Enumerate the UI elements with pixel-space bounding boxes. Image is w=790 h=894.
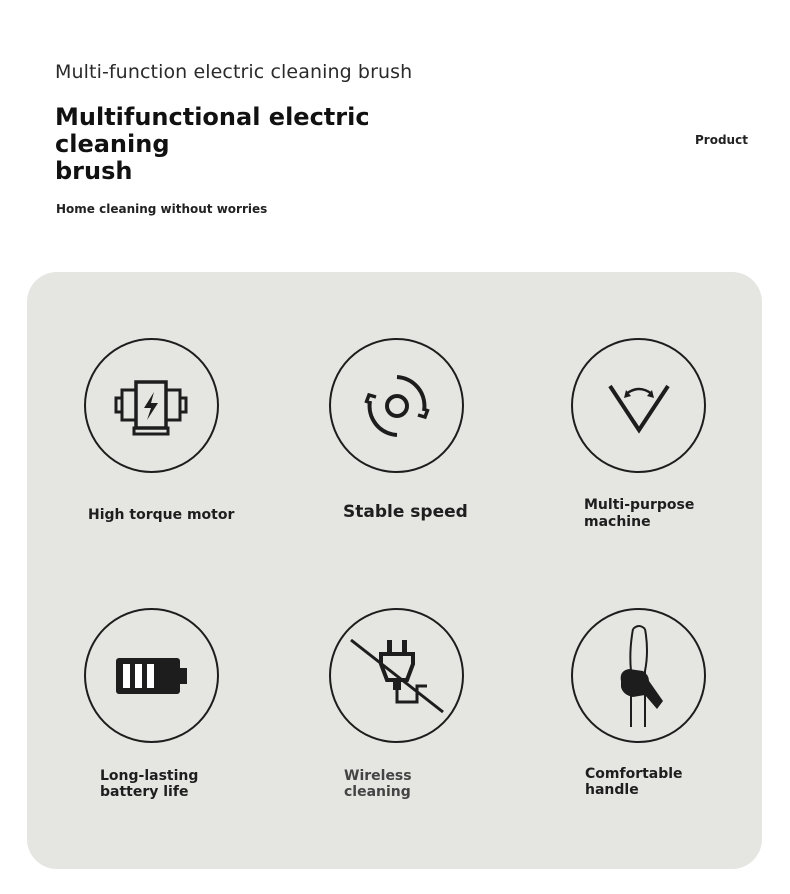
- no-plug-icon: [347, 636, 447, 716]
- rotation-icon: [362, 371, 432, 441]
- tagline: Home cleaning without worries: [56, 202, 268, 216]
- product-label: Product: [695, 133, 748, 147]
- feature-motor-label: High torque motor: [88, 507, 235, 523]
- feature-wireless-label: Wireless cleaning: [344, 768, 412, 800]
- feature-handle-label: Comfortable handle: [585, 766, 683, 798]
- battery-icon: [112, 654, 192, 698]
- page-title: [55, 104, 485, 185]
- feature-battery-label: Long-lasting battery life: [100, 768, 199, 800]
- multi-angle-icon: [604, 376, 674, 436]
- feature-wireless-circle: [329, 608, 464, 743]
- subtitle: Multi-function electric cleaning brush: [55, 61, 413, 83]
- page-title-line1: Multifunctional electric cleaning: [55, 103, 370, 158]
- page-title-line2: brush: [55, 157, 133, 185]
- feature-speed-label: Stable speed: [343, 502, 468, 522]
- feature-handle-circle: [571, 608, 706, 743]
- feature-multipurpose-label: Multi-purpose machine: [584, 497, 695, 530]
- feature-speed-circle: [329, 338, 464, 473]
- feature-battery-circle: [84, 608, 219, 743]
- motor-icon: [110, 374, 194, 438]
- feature-multipurpose-circle: [571, 338, 706, 473]
- feature-motor-circle: [84, 338, 219, 473]
- hand-grip-icon: [609, 621, 669, 731]
